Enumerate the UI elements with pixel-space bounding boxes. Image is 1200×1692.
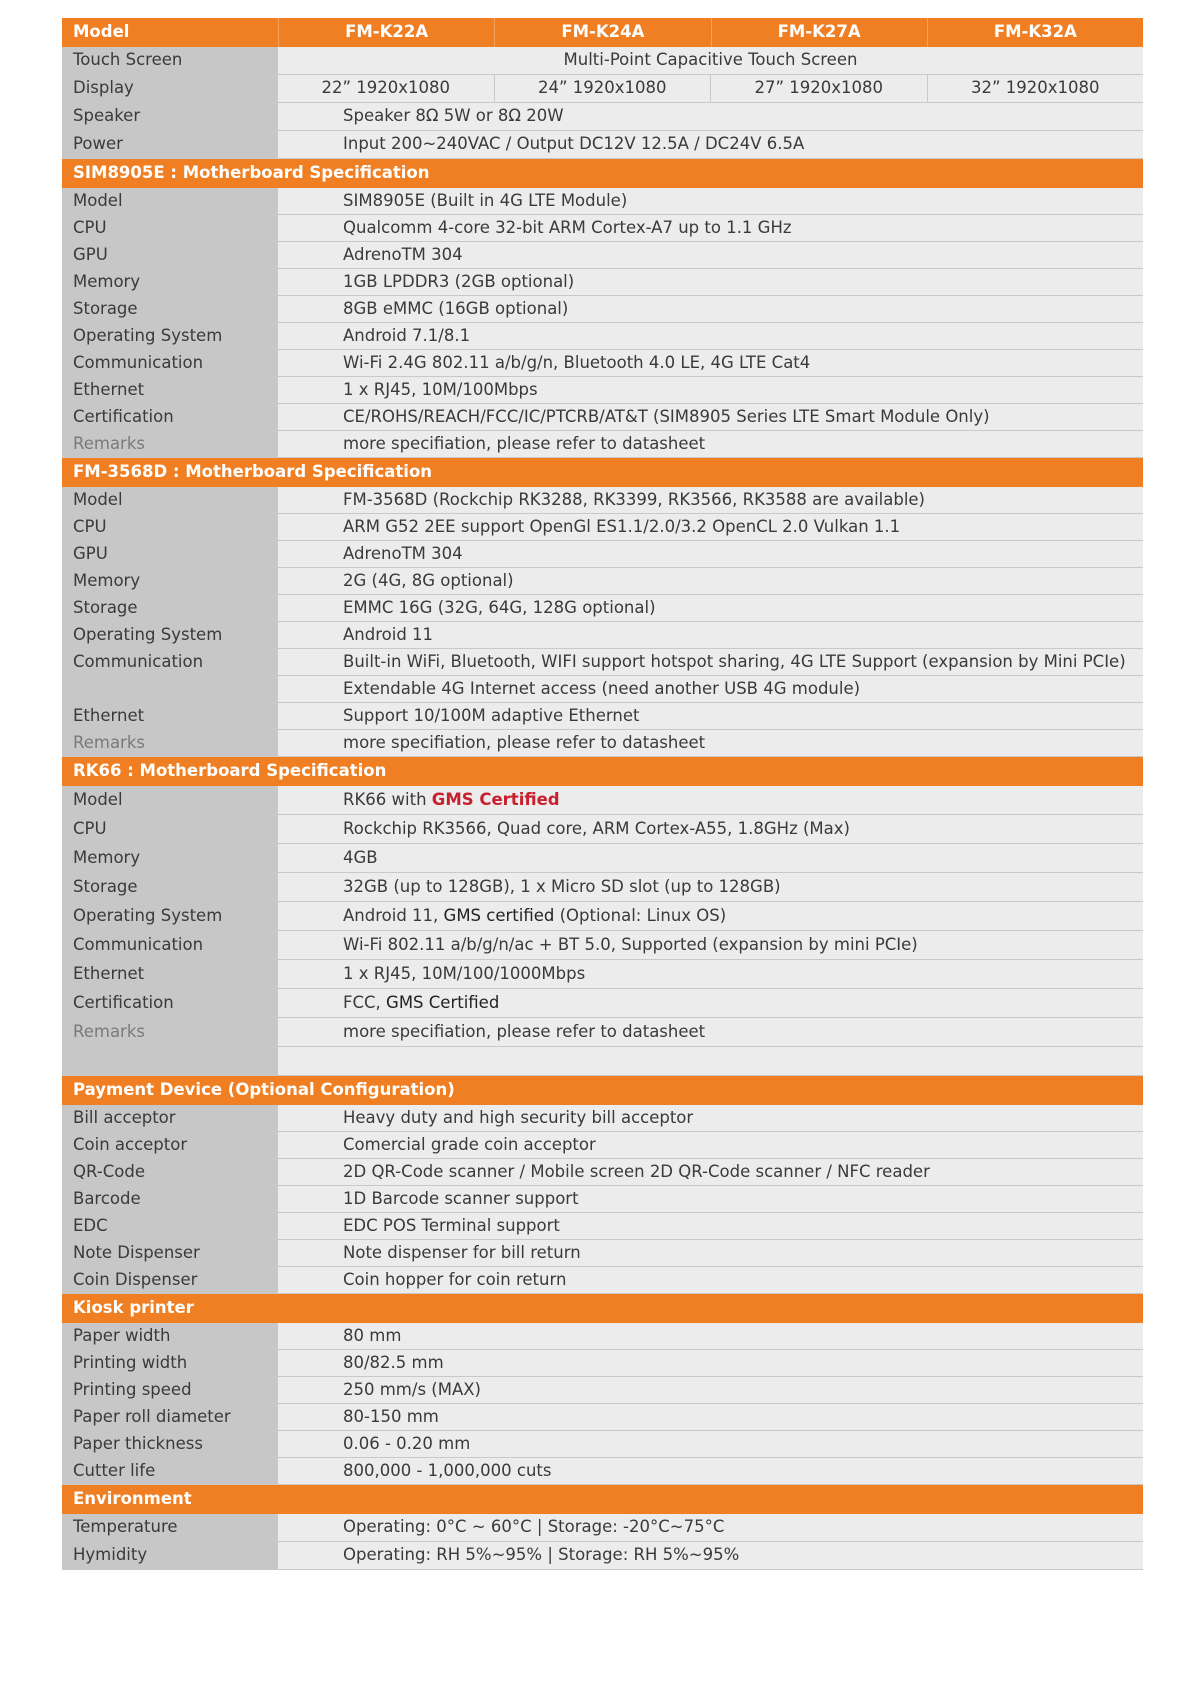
spec-value: Wi-Fi 802.11 a/b/g/n/ac + BT 5.0, Supported (expansion by mini PCIe)	[278, 931, 1143, 959]
spec-row	[62, 1377, 1143, 1404]
gms-certified-text: GMS Certified	[386, 992, 500, 1012]
spec-label: Coin Dispenser	[62, 1267, 278, 1293]
spec-label: CPU	[62, 514, 278, 540]
display-k22a: 22” 1920x1080	[321, 78, 451, 98]
display-k27a: 27” 1920x1080	[710, 75, 927, 102]
spec-label: Speaker	[62, 103, 278, 130]
spec-row-rk66-remarks	[62, 1018, 1143, 1047]
spec-label: Display	[62, 75, 278, 102]
section-environment	[62, 1514, 1143, 1570]
spec-label: Barcode	[62, 1186, 278, 1212]
spec-label: Ethernet	[62, 703, 278, 729]
spec-value: CE/ROHS/REACH/FCC/IC/PTCRB/AT&T (SIM8905 Series LTE Smart Module Only)	[278, 404, 1143, 430]
spec-label: Operating System	[62, 622, 278, 648]
spec-row	[62, 1105, 1143, 1132]
spec-label: Printing width	[62, 1350, 278, 1376]
spec-row-rk66-os	[62, 902, 1143, 931]
spec-label: Temperature	[62, 1514, 278, 1541]
spec-label: Model	[62, 487, 278, 513]
spec-row	[62, 431, 1143, 458]
value-text: (Optional: Linux OS)	[554, 905, 727, 925]
spec-row	[62, 595, 1143, 622]
spec-label: Certification	[62, 989, 278, 1017]
spec-value: 1 x RJ45, 10M/100/1000Mbps	[278, 960, 1143, 988]
section-printer	[62, 1323, 1143, 1485]
spec-label: CPU	[62, 215, 278, 241]
spec-row	[62, 1323, 1143, 1350]
spec-row	[62, 1350, 1143, 1377]
spec-row-display	[62, 75, 1143, 103]
spec-label: Remarks	[62, 1018, 278, 1046]
spec-label: Model	[62, 188, 278, 214]
spec-row	[62, 1132, 1143, 1159]
spec-row	[62, 188, 1143, 215]
spec-value: Input 200~240VAC / Output DC12V 12.5A / DC24V 6.5A	[278, 131, 1143, 158]
spec-value: 80/82.5 mm	[278, 1350, 1143, 1376]
spec-label: QR-Code	[62, 1159, 278, 1185]
spec-label: Storage	[62, 296, 278, 322]
spec-row-rk66-model	[62, 786, 1143, 815]
spec-value: 1GB LPDDR3 (2GB optional)	[278, 269, 1143, 295]
spec-row	[62, 541, 1143, 568]
value-text: Android 11,	[343, 905, 444, 925]
section-title: SIM8905E : Motherboard Specification	[73, 163, 430, 183]
spec-label: Note Dispenser	[62, 1240, 278, 1266]
spec-value	[278, 786, 1143, 814]
spec-label: Remarks	[62, 431, 278, 457]
spec-row	[62, 649, 1143, 676]
spec-table	[62, 18, 1143, 1570]
section-sim8905e	[62, 188, 1143, 458]
spec-value: more specifiation, please refer to datasheet	[278, 730, 1143, 756]
spec-value: 4GB	[278, 844, 1143, 872]
spec-label: Communication	[62, 649, 278, 675]
spec-row	[62, 622, 1143, 649]
spec-row	[62, 568, 1143, 595]
section-header-printer	[62, 1294, 1143, 1323]
spec-value: EDC POS Terminal support	[278, 1213, 1143, 1239]
spec-row	[62, 1213, 1143, 1240]
spec-value: more specifiation, please refer to datasheet	[278, 1018, 1143, 1046]
value-text: RK66 with	[343, 789, 432, 809]
spec-label: Paper roll diameter	[62, 1404, 278, 1430]
spec-value: Qualcomm 4-core 32-bit ARM Cortex-A7 up to 1.1 GHz	[278, 215, 1143, 241]
spec-value: EMMC 16G (32G, 64G, 128G optional)	[278, 595, 1143, 621]
spec-value: Rockchip RK3566, Quad core, ARM Cortex-A55, 1.8GHz (Max)	[278, 815, 1143, 843]
spec-row	[62, 487, 1143, 514]
spec-label: Storage	[62, 595, 278, 621]
spec-value: more specifiation, please refer to datasheet	[278, 431, 1143, 457]
spec-row	[62, 404, 1143, 431]
spec-row	[62, 242, 1143, 269]
spec-row	[62, 1431, 1143, 1458]
spec-value: AdrenoTM 304	[278, 541, 1143, 567]
spec-value-empty	[278, 1047, 1143, 1075]
spec-label: Certification	[62, 404, 278, 430]
spec-label: GPU	[62, 242, 278, 268]
spec-row-rk66-cpu	[62, 815, 1143, 844]
model-header-row	[62, 18, 1143, 47]
spec-label: CPU	[62, 815, 278, 843]
spec-label: Printing speed	[62, 1377, 278, 1403]
model-fm-k27a: FM-K27A	[711, 18, 927, 47]
section-title: Environment	[73, 1489, 192, 1509]
spec-value: Extendable 4G Internet access (need another USB 4G module)	[278, 676, 1143, 702]
spec-label: Paper thickness	[62, 1431, 278, 1457]
spec-label: GPU	[62, 541, 278, 567]
spec-value: Coin hopper for coin return	[278, 1267, 1143, 1293]
spec-row	[62, 1458, 1143, 1485]
section-header-rk66	[62, 757, 1143, 786]
spec-row	[62, 296, 1143, 323]
spec-row-blank	[62, 1047, 1143, 1076]
section-header-sim8905e	[62, 159, 1143, 188]
spec-value: FM-3568D (Rockchip RK3288, RK3399, RK3566, RK3588 are available)	[278, 487, 1143, 513]
spec-row	[62, 1267, 1143, 1294]
spec-row-rk66-communication	[62, 931, 1143, 960]
spec-value: Speaker 8Ω 5W or 8Ω 20W	[278, 103, 1143, 130]
spec-value: Operating: 0°C ~ 60°C | Storage: -20°C~75°C	[278, 1514, 1143, 1541]
section-title: RK66 : Motherboard Specification	[73, 761, 387, 781]
spec-label: Communication	[62, 931, 278, 959]
section-title: FM-3568D : Motherboard Specification	[73, 462, 433, 482]
spec-row	[62, 703, 1143, 730]
spec-value: 2D QR-Code scanner / Mobile screen 2D QR-Code scanner / NFC reader	[278, 1159, 1143, 1185]
display-k32a: 32” 1920x1080	[927, 75, 1144, 102]
spec-row-touch-screen	[62, 47, 1143, 75]
model-header-label: Model	[73, 22, 130, 42]
spec-label: Bill acceptor	[62, 1105, 278, 1131]
spec-row-speaker	[62, 103, 1143, 131]
spec-value: AdrenoTM 304	[278, 242, 1143, 268]
spec-row	[62, 215, 1143, 242]
spec-label	[62, 676, 278, 702]
spec-label: Ethernet	[62, 377, 278, 403]
spec-row	[62, 1542, 1143, 1570]
model-fm-k22a: FM-K22A	[278, 18, 494, 47]
gms-certified-highlight: GMS Certified	[431, 789, 560, 809]
spec-value: 80-150 mm	[278, 1404, 1143, 1430]
spec-label: Hymidity	[62, 1542, 278, 1569]
spec-value: ARM G52 2EE support OpenGl ES1.1/2.0/3.2 OpenCL 2.0 Vulkan 1.1	[278, 514, 1143, 540]
spec-row	[62, 350, 1143, 377]
spec-label: Memory	[62, 568, 278, 594]
gms-certified-text: GMS certified	[443, 905, 555, 925]
spec-value: 2G (4G, 8G optional)	[278, 568, 1143, 594]
spec-label: Power	[62, 131, 278, 158]
spec-row	[62, 377, 1143, 404]
display-values	[278, 75, 1143, 102]
spec-value: 1 x RJ45, 10M/100Mbps	[278, 377, 1143, 403]
spec-label: EDC	[62, 1213, 278, 1239]
spec-row	[62, 323, 1143, 350]
spec-row	[62, 1159, 1143, 1186]
spec-value: 32GB (up to 128GB), 1 x Micro SD slot (up to 128GB)	[278, 873, 1143, 901]
spec-value: 250 mm/s (MAX)	[278, 1377, 1143, 1403]
spec-value: Built-in WiFi, Bluetooth, WIFI support hotspot sharing, 4G LTE Support (expansion by Mini PCIe)	[278, 649, 1143, 675]
section-header-fm3568d	[62, 458, 1143, 487]
value-text: FCC,	[343, 992, 387, 1012]
section-payment	[62, 1105, 1143, 1294]
spec-label: Communication	[62, 350, 278, 376]
section-fm3568d	[62, 487, 1143, 757]
spec-label: Remarks	[62, 730, 278, 756]
spec-label: Memory	[62, 844, 278, 872]
spec-value	[278, 902, 1143, 930]
spec-row-power	[62, 131, 1143, 159]
spec-row	[62, 269, 1143, 296]
spec-value: Multi-Point Capacitive Touch Screen	[278, 47, 1143, 74]
spec-value: Android 7.1/8.1	[278, 323, 1143, 349]
spec-value: Heavy duty and high security bill acceptor	[278, 1105, 1143, 1131]
spec-value: Note dispenser for bill return	[278, 1240, 1143, 1266]
spec-row-rk66-storage	[62, 873, 1143, 902]
display-k24a: 24” 1920x1080	[494, 75, 711, 102]
section-title: Payment Device (Optional Configuration)	[73, 1080, 455, 1100]
spec-value: 0.06 - 0.20 mm	[278, 1431, 1143, 1457]
spec-label: Touch Screen	[62, 47, 278, 74]
spec-row	[62, 1240, 1143, 1267]
spec-value: Comercial grade coin acceptor	[278, 1132, 1143, 1158]
spec-value: 8GB eMMC (16GB optional)	[278, 296, 1143, 322]
spec-label: Coin acceptor	[62, 1132, 278, 1158]
spec-value	[278, 989, 1143, 1017]
spec-label: Storage	[62, 873, 278, 901]
spec-value: Wi-Fi 2.4G 802.11 a/b/g/n, Bluetooth 4.0 LE, 4G LTE Cat4	[278, 350, 1143, 376]
spec-row-rk66-ethernet	[62, 960, 1143, 989]
section-title: Kiosk printer	[73, 1298, 194, 1318]
spec-label: Paper width	[62, 1323, 278, 1349]
spec-label: Model	[62, 786, 278, 814]
spec-row	[62, 1514, 1143, 1542]
spec-value: 1D Barcode scanner support	[278, 1186, 1143, 1212]
model-fm-k24a: FM-K24A	[494, 18, 710, 47]
spec-row-rk66-certification	[62, 989, 1143, 1018]
spec-label: Cutter life	[62, 1458, 278, 1484]
spec-value: 800,000 - 1,000,000 cuts	[278, 1458, 1143, 1484]
spec-label-empty	[62, 1047, 278, 1075]
spec-row	[62, 1404, 1143, 1431]
spec-value: 80 mm	[278, 1323, 1143, 1349]
spec-label: Ethernet	[62, 960, 278, 988]
spec-label: Memory	[62, 269, 278, 295]
spec-label: Operating System	[62, 323, 278, 349]
spec-row	[62, 1186, 1143, 1213]
spec-row	[62, 676, 1143, 703]
spec-value: Android 11	[278, 622, 1143, 648]
spec-value: Support 10/100M adaptive Ethernet	[278, 703, 1143, 729]
spec-row-rk66-memory	[62, 844, 1143, 873]
model-fm-k32a: FM-K32A	[927, 18, 1143, 47]
section-header-payment	[62, 1076, 1143, 1105]
spec-value: SIM8905E (Built in 4G LTE Module)	[278, 188, 1143, 214]
spec-value: Operating: RH 5%~95% | Storage: RH 5%~95%	[278, 1542, 1143, 1569]
spec-row	[62, 514, 1143, 541]
spec-label: Operating System	[62, 902, 278, 930]
spec-row	[62, 730, 1143, 757]
section-header-environment	[62, 1485, 1143, 1514]
